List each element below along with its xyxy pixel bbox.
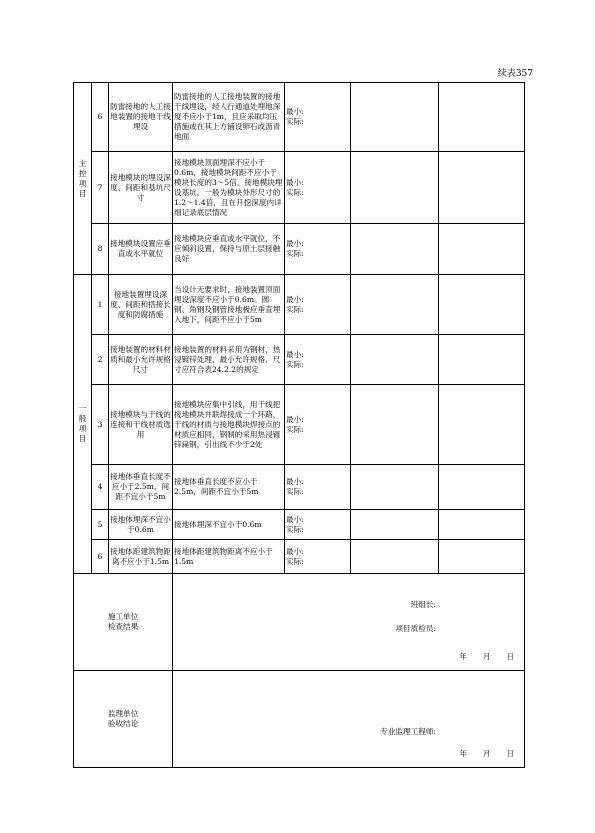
- measurement-cell[interactable]: [285, 335, 351, 385]
- min-label: 最小:: [286, 546, 304, 556]
- main-row: [74, 152, 525, 224]
- main-row: [74, 83, 525, 152]
- general-row: [74, 510, 525, 540]
- supervision-signature-area[interactable]: [173, 671, 525, 768]
- item-name: 接地装置的材料材质和最小允许规格尺寸: [109, 335, 173, 385]
- requirement-text: 防雷接地的人工接地装置的接地干线埋设，经人行通道处埋地深度不应小于1m，且应采取均压措施或在其上方铺设卵石或沥青地面: [173, 83, 285, 152]
- construction-signature-area[interactable]: [173, 574, 525, 671]
- record-cell[interactable]: [351, 510, 439, 540]
- requirement-text: 接地模块应垂直或水平就位，不应倾斜设置，保持与原土层接触良好: [173, 224, 285, 275]
- record-cell[interactable]: [351, 224, 439, 275]
- result-cell[interactable]: [439, 335, 525, 385]
- measurement-cell[interactable]: [285, 540, 351, 574]
- main-section-label: 主控项目: [74, 83, 92, 275]
- general-row: [74, 465, 525, 510]
- result-cell[interactable]: [439, 540, 525, 574]
- item-name: 接地体埋深不宜小于0.6m: [109, 510, 173, 540]
- general-section-label: 一般项目: [74, 275, 92, 574]
- min-label: 最小:: [286, 239, 304, 248]
- supervision-unit-label: 监理单位 验收结论: [74, 671, 173, 768]
- result-cell[interactable]: [439, 465, 525, 510]
- actual-label: 实际:: [286, 424, 304, 434]
- min-label: 最小:: [286, 294, 304, 304]
- row-number: 7: [92, 152, 109, 224]
- result-cell[interactable]: [439, 275, 525, 335]
- min-label: 最小:: [286, 177, 304, 187]
- record-cell[interactable]: [351, 465, 439, 510]
- item-name: 接地模块的埋设深度、间距和基坑尺寸: [109, 152, 173, 224]
- min-label: 最小:: [286, 349, 304, 359]
- measurement-cell[interactable]: [285, 152, 351, 224]
- requirement-text: 接地模块顶面埋深不应小于0.6m，接地模块间距不应小于模块长度的3～5倍。接地模块埋设基坑，一般为模块外形尺寸的1.2～1.4倍，且在开挖深度内详细记录底层情况: [173, 152, 285, 224]
- actual-label: 实际:: [286, 304, 304, 314]
- general-row: [74, 275, 525, 335]
- item-name: 接地模块与干线的连接和干线材质选用: [109, 385, 173, 465]
- result-cell[interactable]: [439, 385, 525, 465]
- actual-label: 实际:: [286, 487, 304, 496]
- requirement-text: 接地模块应集中引线，用干线把接地模块并联焊接成一个环路，干线的材质与接地模块焊接点的材质应相同，钢制的采用热浸镀锌扁钢，引出线不少于2处: [173, 385, 285, 465]
- actual-label: 实际:: [286, 556, 304, 566]
- main-row: [74, 224, 525, 275]
- min-label: 最小:: [286, 477, 304, 486]
- row-number: 2: [92, 335, 109, 385]
- min-label: 最小:: [286, 514, 304, 524]
- measurement-cell[interactable]: [285, 275, 351, 335]
- supervising-engineer-label: 专业监理工程师:: [380, 727, 436, 736]
- requirement-text: 当设计无要求时，接地装置顶面埋设深度不应小于0.6m。圆钢、角钢及钢管接地极应垂直埋入地下，间距不应小于5m: [173, 275, 285, 335]
- row-number: 6: [92, 540, 109, 574]
- item-name: 接地模块设置应垂直或水平就位: [109, 224, 173, 275]
- record-cell[interactable]: [351, 540, 439, 574]
- general-row: [74, 540, 525, 574]
- min-label: 最小:: [286, 107, 304, 116]
- inspection-form: [73, 82, 525, 768]
- actual-label: 实际:: [286, 359, 304, 369]
- result-cell[interactable]: [439, 83, 525, 152]
- row-number: 6: [92, 83, 109, 152]
- quality-inspector-label: 项目质检员:: [395, 624, 436, 633]
- page-reference: 续表357: [497, 69, 533, 79]
- requirement-text: 接地体垂直长度不应小于2.5m，间距不宜小于5m: [173, 465, 285, 510]
- record-cell[interactable]: [351, 335, 439, 385]
- item-name: 接地体距建筑物距离不应小于1.5m: [109, 540, 173, 574]
- result-cell[interactable]: [439, 152, 525, 224]
- min-label: 最小:: [286, 414, 304, 424]
- record-cell[interactable]: [351, 152, 439, 224]
- measurement-cell[interactable]: [285, 224, 351, 275]
- actual-label: 实际:: [286, 187, 304, 197]
- measurement-cell[interactable]: [285, 83, 351, 152]
- requirement-text: 接地体埋深不宜小于0.6m: [173, 510, 285, 540]
- item-name: 防雷接地的人工接地装置的接地干线埋设: [109, 83, 173, 152]
- row-number: 3: [92, 385, 109, 465]
- row-number: 4: [92, 465, 109, 510]
- result-cell[interactable]: [439, 510, 525, 540]
- measurement-cell[interactable]: [285, 510, 351, 540]
- item-name: 接地体垂直长度不应小于2.5m，间距不宜小于5m: [109, 465, 173, 510]
- record-cell[interactable]: [351, 385, 439, 465]
- row-number: 8: [92, 224, 109, 275]
- construction-date: 年 月 日: [459, 652, 514, 661]
- row-number: 5: [92, 510, 109, 540]
- measurement-cell[interactable]: [285, 465, 351, 510]
- record-cell[interactable]: [351, 275, 439, 335]
- result-cell[interactable]: [439, 224, 525, 275]
- general-row: [74, 385, 525, 465]
- supervision-row: [74, 671, 525, 768]
- record-cell[interactable]: [351, 83, 439, 152]
- item-name: 接地装置埋设深度、间距和搭接长度和防腐措施: [109, 275, 173, 335]
- measurement-cell[interactable]: [285, 385, 351, 465]
- team-leader-label: 班组长:: [410, 600, 436, 609]
- supervision-date: 年 月 日: [459, 749, 514, 758]
- general-row: [74, 335, 525, 385]
- construction-unit-label: 施工单位 检查结果: [74, 574, 173, 671]
- requirement-text: 接地装置的材料采用为钢材，热浸镀锌处理，最小允许规格、尺寸应符合表24.2.2的规定: [173, 335, 285, 385]
- actual-label: 实际:: [286, 249, 304, 258]
- construction-row: [74, 574, 525, 671]
- actual-label: 实际:: [286, 524, 304, 534]
- row-number: 1: [92, 275, 109, 335]
- actual-label: 实际:: [286, 117, 304, 126]
- requirement-text: 接地体距建筑物距离不应小于1.5m: [173, 540, 285, 574]
